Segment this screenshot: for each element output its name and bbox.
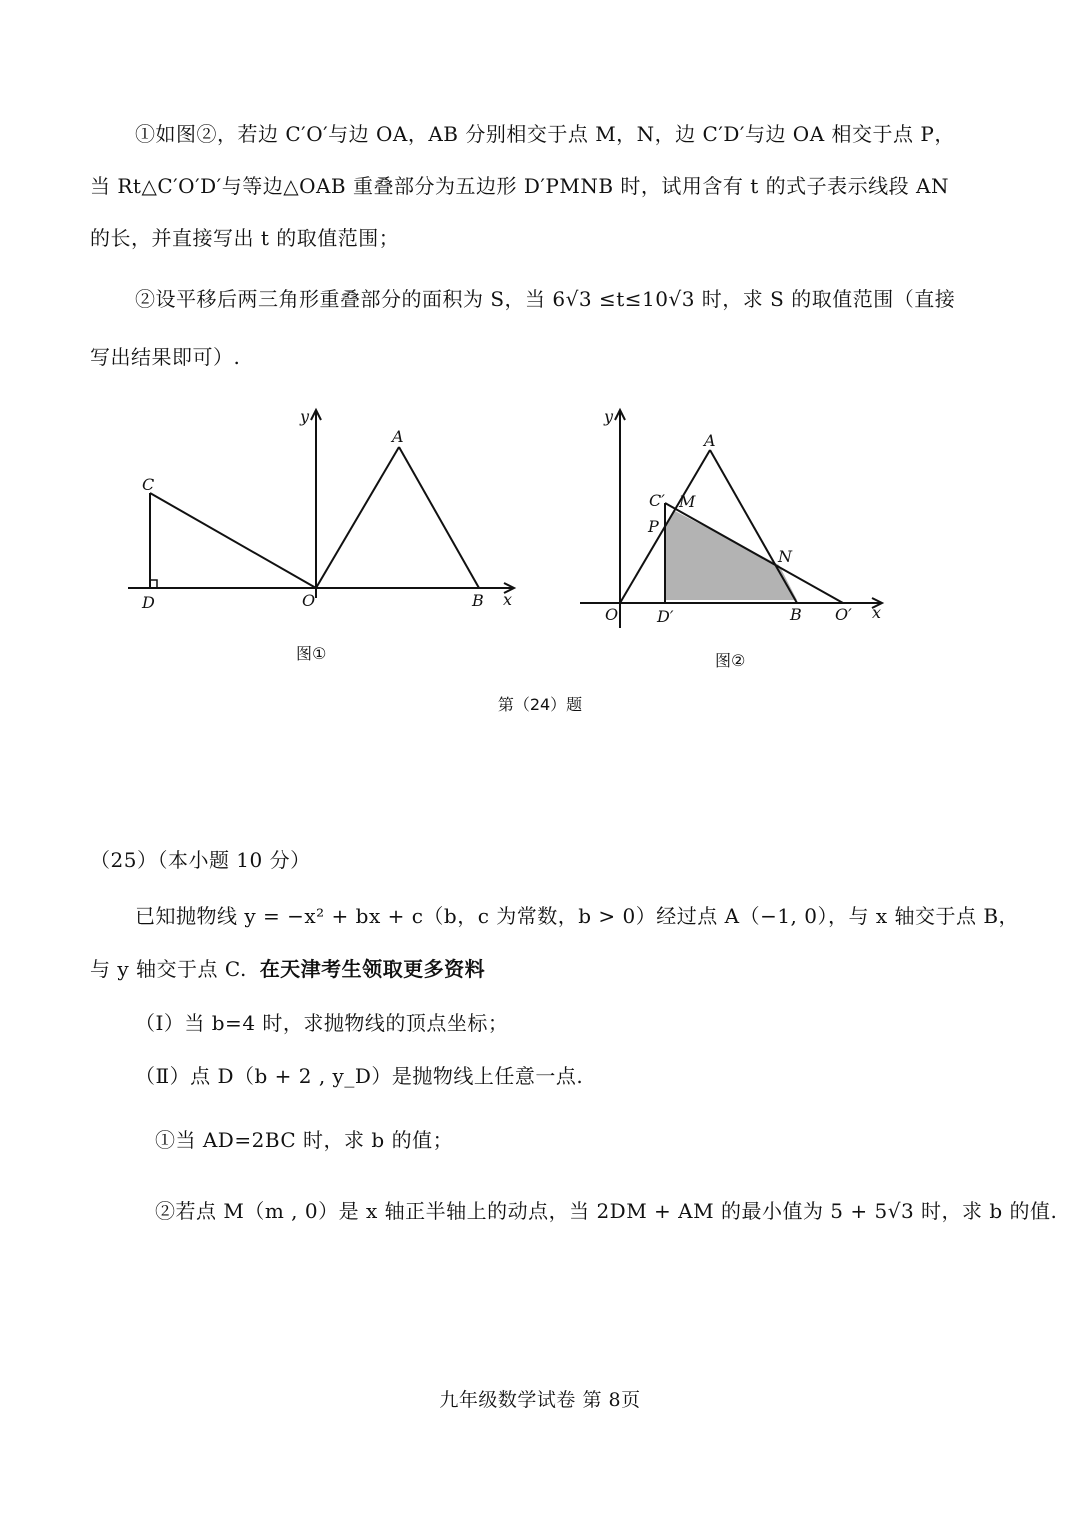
fig2-label-O2: O′ xyxy=(835,605,852,624)
figure-1 xyxy=(120,400,540,620)
q24-part2-line1: ②设平移后两三角形重叠部分的面积为 S，当 6√3 ≤t≤10√3 时，求 S 的取值范围（直接 xyxy=(135,287,956,311)
fig2-label-x: x xyxy=(872,603,882,622)
fig1-segment-AB xyxy=(399,447,479,588)
q24-part1-line3: 的长，并直接写出 t 的取值范围； xyxy=(90,226,400,250)
fig2-label-C: C′ xyxy=(649,491,665,510)
page-footer: 九年级数学试卷 第 8页 xyxy=(439,1389,641,1411)
fig2-label-D: D′ xyxy=(657,607,674,626)
q25-header: （25）（本小题 10 分） xyxy=(90,848,311,872)
q25-sub1: ①当 AD=2BC 时，求 b 的值； xyxy=(155,1128,454,1152)
fig1-segment-CO xyxy=(150,493,316,588)
q25-part1: （Ⅰ）当 b=4 时，求抛物线的顶点坐标； xyxy=(135,1011,509,1035)
figure-title: 第（24）题 xyxy=(497,695,583,714)
q24-part2-line2: 写出结果即可）. xyxy=(90,345,241,369)
figure-1-caption: 图① xyxy=(296,644,327,663)
fig1-label-C: C xyxy=(142,475,155,494)
q25-stem-line1: 已知抛物线 y = −x² + bx + c（b，c 为常数，b > 0）经过点 A（−1, 0），与 x 轴交于点 B， xyxy=(135,904,1020,928)
fig2-label-y: y xyxy=(604,407,614,426)
q25-stem-line2-wrap xyxy=(90,955,485,983)
fig1-right-angle-mark xyxy=(150,580,157,588)
fig2-label-N: N xyxy=(778,547,792,566)
promo-text: 在天津考生领取更多资料 xyxy=(259,957,486,981)
fig2-label-M: M xyxy=(679,492,696,511)
q25-stem-line2: 与 y 轴交于点 C. xyxy=(90,957,247,981)
fig2-label-A: A xyxy=(704,431,716,450)
fig1-label-x: x xyxy=(503,590,513,609)
fig1-label-y: y xyxy=(300,407,310,426)
figure-2-caption: 图② xyxy=(715,651,746,670)
fig1-label-D: D xyxy=(142,593,155,612)
figure-2 xyxy=(575,400,895,640)
fig2-label-B: B xyxy=(790,605,802,624)
q24-part1-line2: 当 Rt△C′O′D′与等边△OAB 重叠部分为五边形 D′PMNB 时，试用含有 t 的式子表示线段 AN xyxy=(90,174,949,198)
q25-part2: （Ⅱ）点 D（b + 2 , y_D）是抛物线上任意一点. xyxy=(135,1064,584,1088)
fig2-label-O: O xyxy=(605,605,619,624)
fig1-segment-OA xyxy=(316,447,399,588)
fig1-label-B: B xyxy=(472,591,484,610)
fig2-label-P: P xyxy=(648,517,659,536)
q25-sub2: ②若点 M（m , 0）是 x 轴正半轴上的动点，当 2DM + AM 的最小值为 5 + 5√3 时，求 b 的值. xyxy=(155,1199,1058,1223)
q24-part1-line1: ①如图②，若边 C′O′与边 OA，AB 分别相交于点 M，N，边 C′D′与边 OA 相交于点 P， xyxy=(135,122,955,146)
fig1-label-O: O xyxy=(302,591,316,610)
fig1-label-A: A xyxy=(392,427,404,446)
